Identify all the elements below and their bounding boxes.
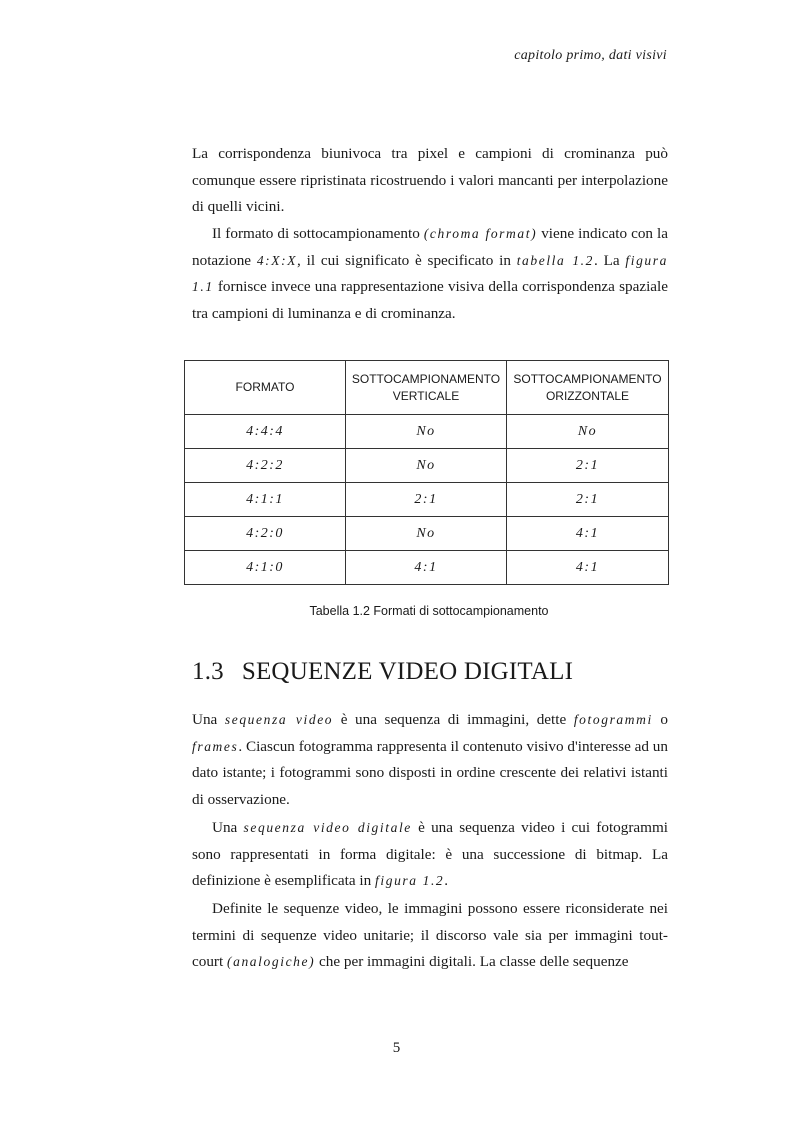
table-cell: No [346,415,507,449]
term-analogiche: (analogiche) [227,954,316,969]
table-cell: 2:1 [507,449,669,483]
table-row [185,517,669,551]
paragraph-chroma-format: Il formato di sottocampionamento (chroma format) viene indicato con la notazione 4:X:X, il cui significato è specificato in tabella 1.2. La figura 1.1 fornisce invece una rappresentazione visiva della corrispondenza spaziale tra campioni di luminanza e di crominanza. [192,225,669,322]
section-number: 1.3 [192,658,224,685]
table-cell: No [507,415,669,449]
table-cell: No [346,517,507,551]
ref-figura-1-1: figura 1.1 [192,252,668,294]
table-cell: 4:2:0 [185,517,346,551]
header-verticale: SOTTOCAMPIONAMENTO VERTICALE [346,361,507,415]
table-cell: 2:1 [507,483,669,517]
table-cell: No [346,449,507,483]
table-header-row [185,361,669,415]
table-cell: 2:1 [346,483,507,517]
term-sequenza-video: sequenza video [224,712,334,727]
chroma-format-table [184,360,669,585]
header-orizzontale: SOTTOCAMPIONAMENTO ORIZZONTALE [507,361,669,415]
term-frames: frames [192,738,239,754]
table-cell: 4:1:1 [185,483,346,517]
table-row [185,449,669,483]
section-title: SEQUENZE VIDEO DIGITALI [241,658,574,685]
table-row [185,483,669,517]
paragraph-sequenza-digitale: Una sequenza video digitale è una sequenza video i cui fotogrammi sono rappresentati in forma digitale: è una successione di bitmap. La definizione è esemplificata in figura 1.2. [192,819,668,889]
term-fotogrammi: fotogrammi [573,712,653,727]
paragraph-interpolation: La corrispondenza biunivoca tra pixel e campioni di crominanza può comunque essere ripristinata ricostruendo i valori mancanti per interpolazione di quelli vicini. [192,145,668,215]
table-cell: 4:2:2 [185,449,346,483]
term-sequenza-video-digitale: sequenza video digitale [243,820,412,835]
table-cell: 4:1:0 [185,551,346,585]
table-cell: 4:1 [346,551,507,585]
paragraph-sequenza-video: Una sequenza video è una sequenza di immagini, dette fotogrammi o frames. Ciascun fotogramma rappresenta il contenuto visivo d'interesse ad un dato istante; i fotogrammi sono disposti in ordine crescente dei relativi istanti di osservazione. [192,711,668,808]
table-cell: 4:4:4 [185,415,346,449]
section-heading [192,658,573,686]
table-row [185,415,669,449]
table-cell: 4:1 [507,551,669,585]
notation-4xx: 4:X:X [256,252,298,268]
table-caption: Tabella 1.2 Formati di sottocampionamento [309,604,549,618]
running-header: capitolo primo, dati visivi [514,48,667,63]
term-chroma-format: (chroma format) [423,226,538,241]
table-row [185,551,669,585]
header-formato: FORMATO [185,361,346,415]
page-number: 5 [392,1040,401,1056]
table-cell: 4:1 [507,517,669,551]
paragraph-immagini-unitarie: Definite le sequenze video, le immagini possono essere riconsiderate nei termini di sequenze video unitarie; il discorso vale sia per immagini tout-court (analogiche) che per immagini digitali. La classe delle sequenze [192,900,668,970]
ref-tabella: tabella 1.2 [516,252,595,268]
ref-figura-1-2: figura 1.2 [375,873,445,888]
